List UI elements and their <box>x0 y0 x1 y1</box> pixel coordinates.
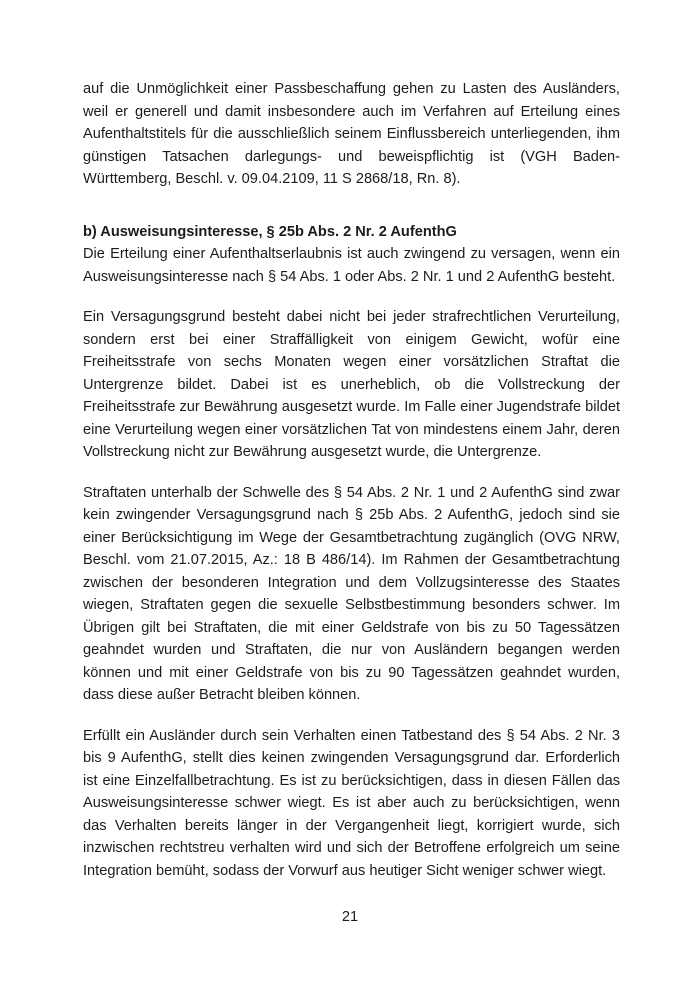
paragraph-einzelfallbetrachtung: Erfüllt ein Ausländer durch sein Verhalten einen Tatbestand des § 54 Abs. 2 Nr. 3 bis 9 AufenthG, stellt dies keinen zwingenden Versagungsgrund dar. Erforderlich ist eine Einzelfallbetrachtung. Es ist zu berücksichtigen, dass in diesen Fällen das Ausweisungsinteresse schwer wiegt. Es ist aber auch zu berücksichtigen, wenn das Verhalten bereits länger in der Vergangenheit liegt, korrigiert wurde, sich inzwischen rechtstreu verhalten wird und sich der Betroffene erfolgreich um seine Integration bemüht, sodass der Vorwurf aus heutiger Sicht weniger schwer wiegt. <box>83 727 620 879</box>
section-heading-ausweisungsinteresse: b) Ausweisungsinteresse, § 25b Abs. 2 Nr. 2 AufenthG <box>83 223 457 240</box>
paragraph-versagungsgrund: Ein Versagungsgrund besteht dabei nicht bei jeder strafrechtlichen Verurteilung, sondern erst bei einer Straffälligkeit von einigem Gewicht, wofür eine Freiheitsstrafe von sechs Monaten wegen einer vorsätzlichen Straftat die Untergrenze bildet. Dabei ist es unerheblich, ob die Vollstreckung der Freiheitsstrafe zur Bewährung ausgesetzt wurde. Im Falle einer Jugendstrafe bildet eine Verurteilung wegen einer vorsätzlichen Tat von mindestens einem Jahr, deren Vollstreckung nicht zur Bewährung ausgesetzt wurde, die Untergrenze. <box>83 309 620 460</box>
paragraph-erteilung-versagen: Die Erteilung einer Aufenthaltserlaubnis ist auch zwingend zu versagen, wenn ein Ausweisungsinteresse nach § 54 Abs. 1 oder Abs. 2 Nr. 1 und 2 AufenthG besteht. <box>83 246 620 285</box>
page-number: 21 <box>341 909 359 925</box>
document-body <box>83 78 620 900</box>
paragraph-passbeschaffung: auf die Unmöglichkeit einer Passbeschaffung gehen zu Lasten des Ausländers, weil er generell und damit insbesondere auch im Verfahren auf Erteilung eines Aufenthaltstitels für die ausschließlich seinem Einflussbereich unterliegenden, ihm günstigen Tatsachen darlegungs- und beweispflichtig ist (VGH Baden-Württemberg, Beschl. v. 09.04.2109, 11 S 2868/18, Rn. 8). <box>83 81 620 187</box>
paragraph-straftaten-schwelle: Straftaten unterhalb der Schwelle des § 54 Abs. 2 Nr. 1 und 2 AufenthG sind zwar kein zwingender Versagungsgrund nach § 25b Abs. 2 AufenthG, jedoch sind sie einer Berücksichtigung im Wege der Gesamtbetrachtung zugänglich (OVG NRW, Beschl. vom 21.07.2015, Az.: 18 B 486/14). Im Rahmen der Gesamtbetrachtung zwischen der besonderen Integration und dem Vollzugsinteresse des Staates wiegen, Straftaten gegen die sexuelle Selbstbestimmung besonders schwer. Im Übrigen gilt bei Straftaten, die mit einer Geldstrafe von bis zu 50 Tagessätzen geahndet wurden und Straftaten, die nur von Ausländern begangen werden können und mit einer Geldstrafe von bis zu 90 Tagessätzen geahndet wurden, dass diese außer Betracht bleiben können. <box>83 484 620 703</box>
